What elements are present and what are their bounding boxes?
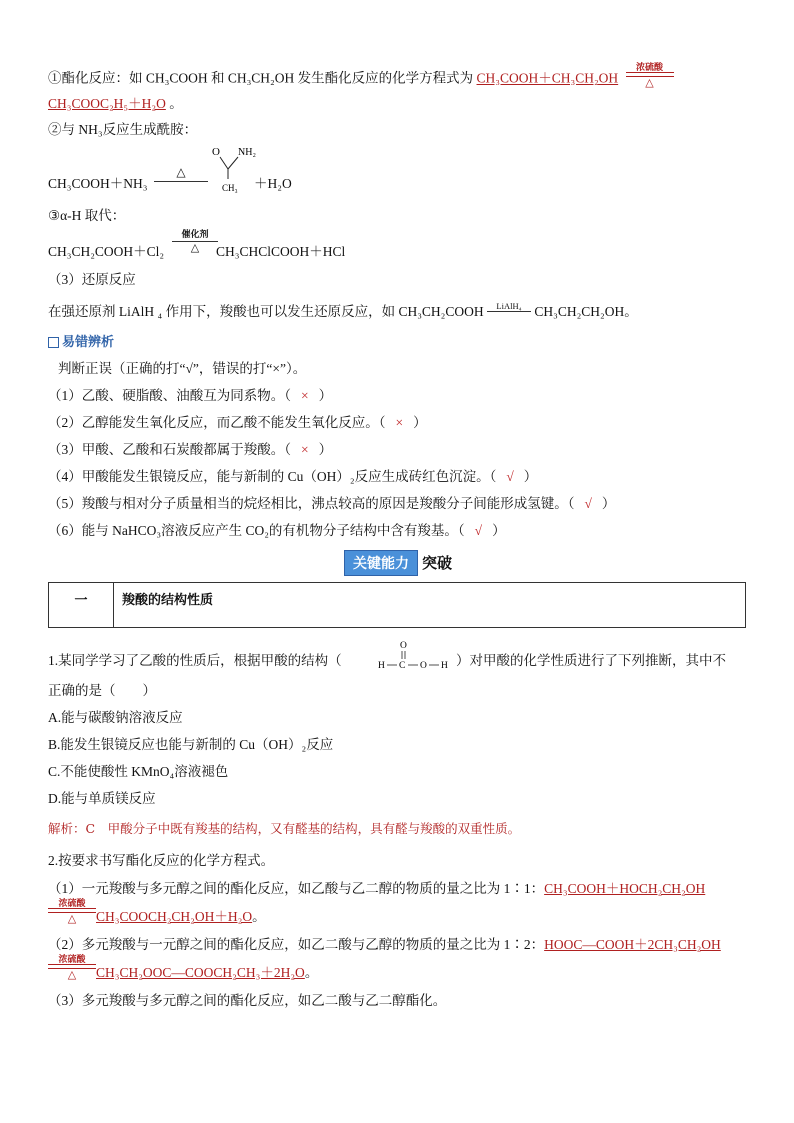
- q2-part2-text: （2）多元羧酸与一元醇之间的酯化反应，如乙二酸与乙醇的物质的量之比为 1∶2：: [48, 937, 545, 952]
- judgement-mark: ×: [395, 415, 404, 430]
- esterification-text: ①酯化反应：如 CH₃COOH 和 CH₃CH₂OH 发生酯化反应的化学方程式为: [48, 70, 474, 86]
- esterification-product: CH₃COOC₂H₅＋H₂O: [48, 96, 166, 111]
- reversible-arrow-3: 浓硫酸 △: [48, 954, 96, 981]
- amide-nh2: NH₂: [238, 147, 256, 158]
- q2-part1-answer: CH₃COOH＋HOCH₂CH₂OH: [544, 881, 706, 896]
- svg-text:C: C: [399, 661, 406, 671]
- q2-part2-answer: HOOC—COOH＋2CH₃CH₂OH: [544, 937, 721, 952]
- reduction-text: 在强还原剂 LiAlH ₄ 作用下，羧酸也可以发生还原反应，如 CH₃CH₂COOH: [48, 304, 484, 319]
- topic-number: 一: [49, 583, 114, 628]
- svg-text:O: O: [420, 661, 427, 671]
- q1-prefix: 1.某同学学习了乙酸的性质后，根据甲酸的结构（: [48, 653, 342, 668]
- q1-option: [48, 707, 748, 729]
- banner-label: 关键能力: [344, 550, 418, 576]
- q1-option: [48, 788, 748, 810]
- document-page: [48, 58, 748, 1012]
- catalyst-label: 催化剂: [181, 229, 209, 239]
- judgement-mark: √: [506, 469, 514, 484]
- error-item-close: ）: [413, 415, 427, 430]
- q1-options: [48, 707, 748, 810]
- condition-acid: 浓硫酸: [636, 62, 664, 72]
- svg-text:O: O: [400, 641, 407, 651]
- amide-heading: [48, 119, 748, 141]
- error-item: [48, 439, 748, 461]
- reversible-arrow: [626, 62, 674, 89]
- q2-part3-text: （3）多元羧酸与多元醇之间的酯化反应，如乙二酸与乙二醇酯化。: [48, 993, 447, 1008]
- error-item-text: （1）乙酸、硬脂酸、油酸互为同系物。（: [48, 388, 291, 403]
- q2-title: [48, 850, 748, 872]
- reduction-heading: [48, 269, 748, 291]
- reduction-line: [48, 301, 748, 323]
- reversible-arrow-2: 浓硫酸 △: [48, 898, 96, 925]
- error-items: [48, 385, 748, 542]
- amide-oxygen: O: [212, 146, 220, 158]
- amide-reaction: [48, 145, 748, 199]
- alpha-heading-text: ③α-H 取代：: [48, 208, 126, 223]
- error-item-close: ）: [318, 442, 333, 457]
- q1-suffix: ）对甲酸的化学性质进行了下列推断，其中不: [456, 653, 726, 668]
- lialh4-arrow: LiAlH₄: [487, 301, 531, 312]
- formic-acid-structure: [376, 638, 456, 674]
- amide-heading-text: ②与 NH₃反应生成酰胺：: [48, 122, 198, 137]
- topic-title: 羧酸的结构性质: [114, 583, 746, 628]
- esterification-line: [48, 62, 748, 93]
- reduction-heading-text: （3）还原反应: [48, 272, 136, 287]
- judgement-mark: ×: [301, 388, 309, 403]
- error-item: [48, 385, 748, 407]
- q1-analysis-text: 解析：C 甲酸分子中既有羧基的结构，又有醛基的结构，具有醛与羧酸的双重性质。: [48, 821, 521, 836]
- period: 。: [169, 96, 183, 111]
- esterification-line-2: [48, 93, 748, 115]
- q1-option: [48, 761, 748, 783]
- error-title-text: 易错辨析: [62, 335, 115, 350]
- q1-option-text: A.能与碳酸钠溶液反应: [48, 710, 183, 725]
- error-item-close: ）: [523, 469, 538, 484]
- judgement-mark: ×: [301, 442, 309, 457]
- q2-part1-product: CH₃COOCH₂CH₂OH＋H₂O: [96, 909, 253, 924]
- heat-arrow: △: [154, 165, 208, 182]
- q2-title-text: 2.按要求书写酯化反应的化学方程式。: [48, 853, 275, 868]
- q2-part1: [48, 878, 748, 900]
- error-item-close: ）: [492, 523, 506, 538]
- q2-part1-text: （1）一元羧酸与多元醇之间的酯化反应，如乙酸与乙二醇的物质的量之比为 1∶1：: [48, 881, 545, 896]
- amide-products: ＋H₂O: [254, 176, 292, 191]
- error-item-close: ）: [601, 496, 616, 511]
- key-ability-banner: [48, 550, 748, 576]
- condition-heat: △: [645, 77, 654, 89]
- catalyst-arrow: 催化剂 △: [172, 229, 218, 254]
- error-item: [48, 520, 748, 542]
- error-item-close: ）: [318, 388, 333, 403]
- q1-option-text: B.能发生银镜反应也能与新制的 Cu（OH）₂反应: [48, 737, 334, 752]
- judgement-mark: √: [584, 496, 592, 511]
- esterification-answer: CH₃COOH＋CH₃CH₂OH: [476, 70, 619, 86]
- amide-reactants: CH₃COOH＋NH₃: [48, 176, 148, 191]
- checkbox-icon: [48, 337, 59, 348]
- q1-line2: 正确的是（ ）: [48, 683, 156, 698]
- q2-part1-line2: 浓硫酸 △ CH₃COOCH₂CH₂OH＋H₂O。: [48, 900, 748, 928]
- q1-stem-2: [48, 680, 748, 702]
- alpha-reaction: [48, 229, 748, 265]
- amide-ch3: CH₃: [222, 183, 238, 193]
- error-intro-text: 判断正误（正确的打“√”，错误的打“×”）。: [58, 361, 307, 376]
- error-item-text: （6）能与 NaHCO₃溶液反应产生 CO₂的有机物分子结构中含有羧基。（: [48, 523, 465, 538]
- error-item-text: （3）甲酸、乙酸和石炭酸都属于羧酸。（: [48, 442, 291, 457]
- error-item: [48, 493, 748, 515]
- q2-part3: [48, 990, 748, 1012]
- error-item-text: （4）甲酸能发生银镜反应，能与新制的 Cu（OH）₂反应生成砖红色沉淀。（: [48, 469, 497, 484]
- alpha-heading: [48, 205, 748, 227]
- error-item: [48, 466, 748, 488]
- reduction-product: CH₃CH₂CH₂OH。: [534, 304, 638, 319]
- error-analysis-title: [48, 331, 748, 354]
- error-item: [48, 412, 748, 434]
- topic-table: [48, 582, 746, 628]
- svg-text:H: H: [378, 661, 385, 671]
- q1-option-text: D.能与单质镁反应: [48, 791, 156, 806]
- q2-part2: [48, 934, 748, 956]
- q1-stem: [48, 638, 748, 674]
- q1-option: [48, 734, 748, 756]
- alpha-reactants: CH₃CH₂COOH＋Cl₂: [48, 244, 165, 259]
- alpha-products: CH₃CHClCOOH＋HCl: [216, 244, 346, 259]
- judgement-mark: √: [474, 523, 483, 538]
- error-item-text: （5）羧酸与相对分子质量相当的烷烃相比，沸点较高的原因是羧酸分子间能形成氢键。（: [48, 496, 575, 511]
- error-item-text: （2）乙醇能发生氧化反应，而乙酸不能发生氧化反应。（: [48, 415, 386, 430]
- q1-option-text: C.不能使酸性 KMnO₄溶液褪色: [48, 764, 229, 779]
- q2-part2-line2: 浓硫酸 △ CH₃CH₂OOC—COOCH₂CH₃＋2H₂O。: [48, 956, 748, 984]
- svg-text:H: H: [441, 661, 448, 671]
- banner-suffix: 突破: [421, 554, 452, 572]
- q1-analysis: [48, 818, 748, 840]
- q2-part2-product: CH₃CH₂OOC—COOCH₂CH₃＋2H₂O: [96, 965, 305, 980]
- error-intro: [48, 358, 748, 380]
